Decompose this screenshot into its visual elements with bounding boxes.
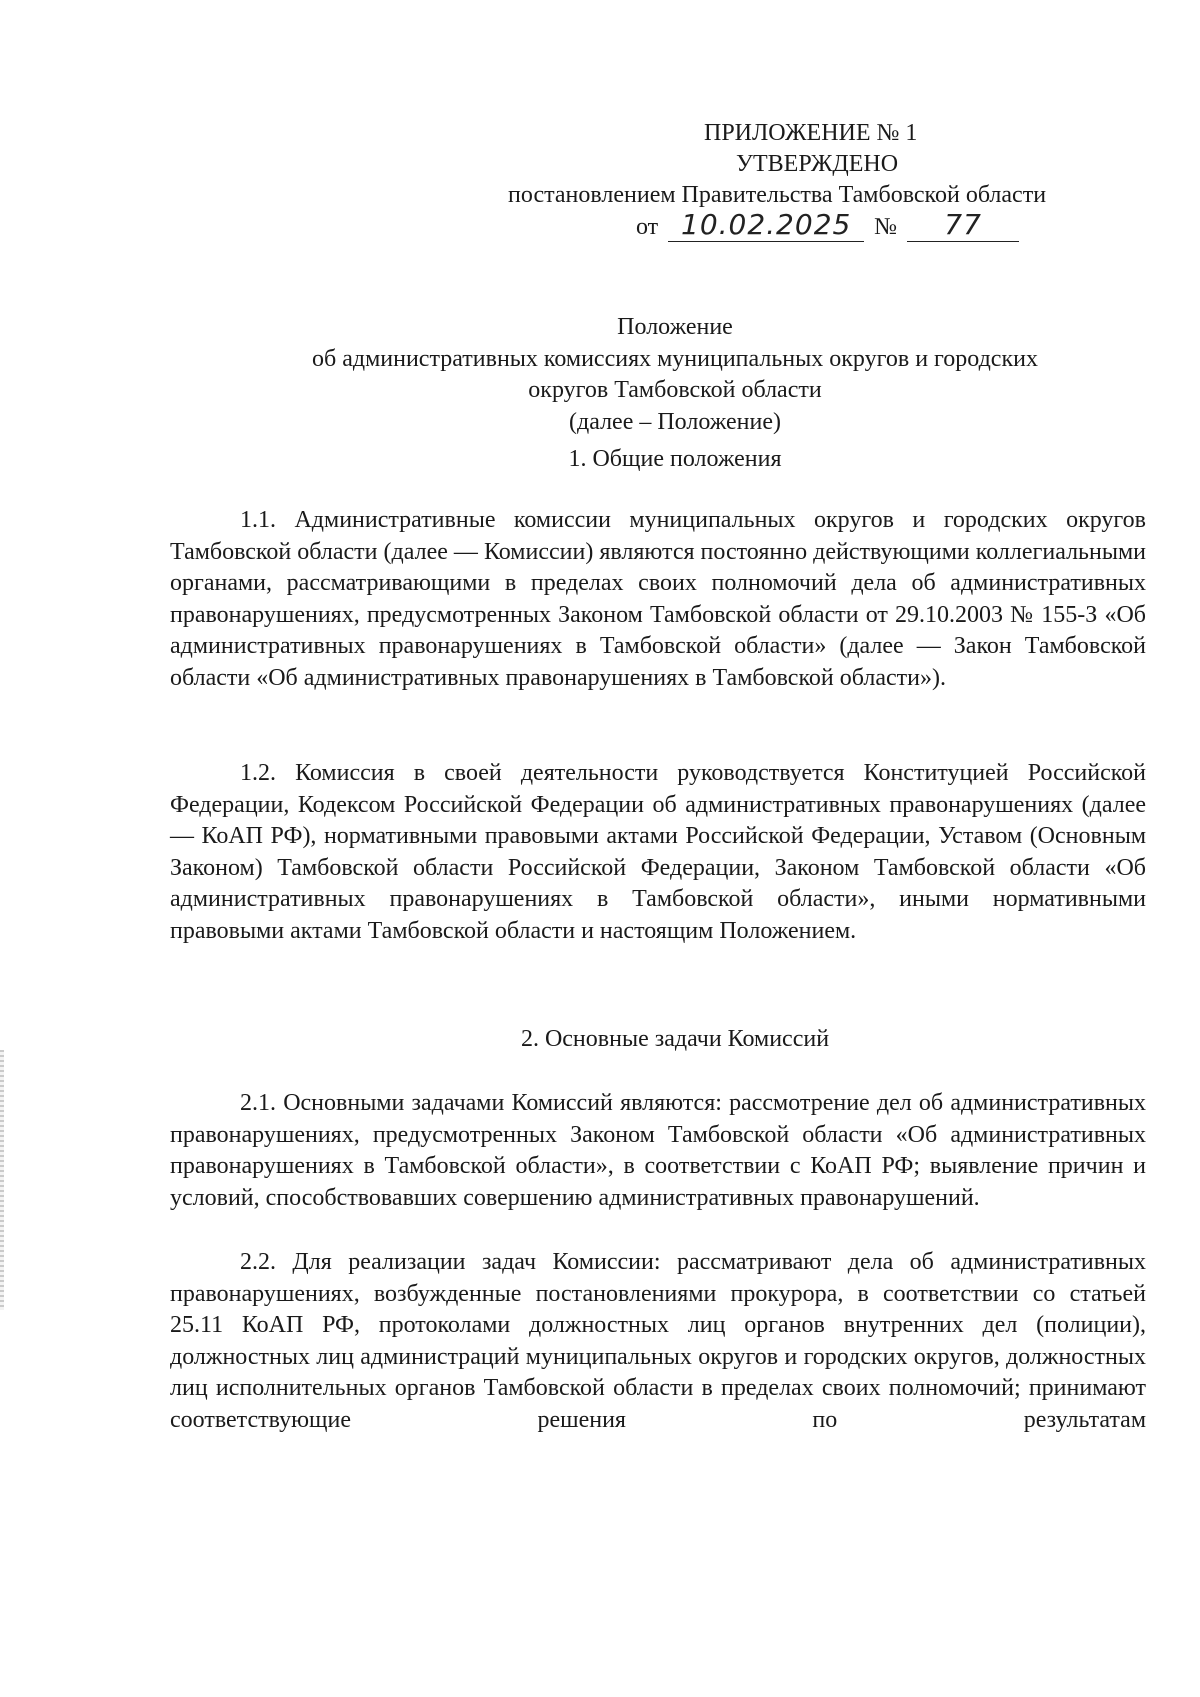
title-line-3: округов Тамбовской области [528, 377, 822, 403]
approval-stamp-block [508, 118, 1148, 242]
title-line-2: об административных комиссиях муниципальных округов и городских [312, 345, 1038, 372]
handwritten-number: 77 [907, 211, 1019, 242]
document-title [170, 312, 1180, 438]
paragraph-2-1: 2.1. Основными задачами Комиссий являются: рассмотрение дел об административных правонарушениях, предусмотренных Законом Тамбовской области «Об административных правонарушениях в Тамбовской области», в соответствии с КоАП РФ; выявление причин и условий, способствовавших совершению административных правонарушений. [170, 1090, 1146, 1211]
approved-label: УТВЕРЖДЕНО [736, 151, 899, 177]
paragraph-1-1: 1.1. Административные комиссии муниципальных округов и городских округов Тамбовской области (далее — Комиссии) являются постоянно действующими коллегиальными органами, рассматривающими в пределах своих полномочий дела об административных правонарушениях, предусмотренных Законом Тамбовской области от 29.10.2003 № 155-З «Об административных правонарушениях в Тамбовской области» (далее — Закон Тамбовской области «Об административных правонарушениях в Тамбовской области»). [170, 507, 1146, 691]
section-1-heading: 1. Общие положения [568, 446, 782, 472]
paragraph-2-2: 2.2. Для реализации задач Комиссии: рассматривают дела об административных правонарушениях, возбужденные постановлениями прокурора, в соответствии со статьей 25.11 КоАП РФ, протоколами должностных лиц органов внутренних дел (полиции), должностных лиц администраций муниципальных округов и городских округов, должностных лиц исполнительных органов Тамбовской области в пределах своих полномочий; принимают соответствующие решения по результатам [170, 1249, 1146, 1433]
appendix-number: ПРИЛОЖЕНИЕ № 1 [704, 120, 918, 146]
section-2-heading: 2. Основные задачи Комиссий [520, 1026, 830, 1052]
scan-edge-artifact [0, 1050, 4, 1310]
date-prefix: от [636, 214, 659, 240]
title-line-4: (далее – Положение) [569, 408, 781, 435]
number-prefix: № [874, 214, 898, 240]
resolution-label: постановлением Правительства Тамбовской области [508, 182, 1047, 208]
handwritten-date: 10.02.2025 [668, 211, 864, 242]
paragraph-1-2: 1.2. Комиссия в своей деятельности руководствуется Конституцией Российской Федерации, Кодексом Российской Федерации об административных правонарушениях (далее — КоАП РФ), нормативными правовыми актами Российской Федерации, Уставом (Основным Законом) Тамбовской области Российской Федерации, Законом Тамбовской области «Об административных правонарушениях в Тамбовской области», иными нормативными правовыми актами Тамбовской области и настоящим Положением. [170, 760, 1146, 944]
title-line-1: Положение [617, 314, 733, 340]
date-number-line [508, 208, 1148, 242]
